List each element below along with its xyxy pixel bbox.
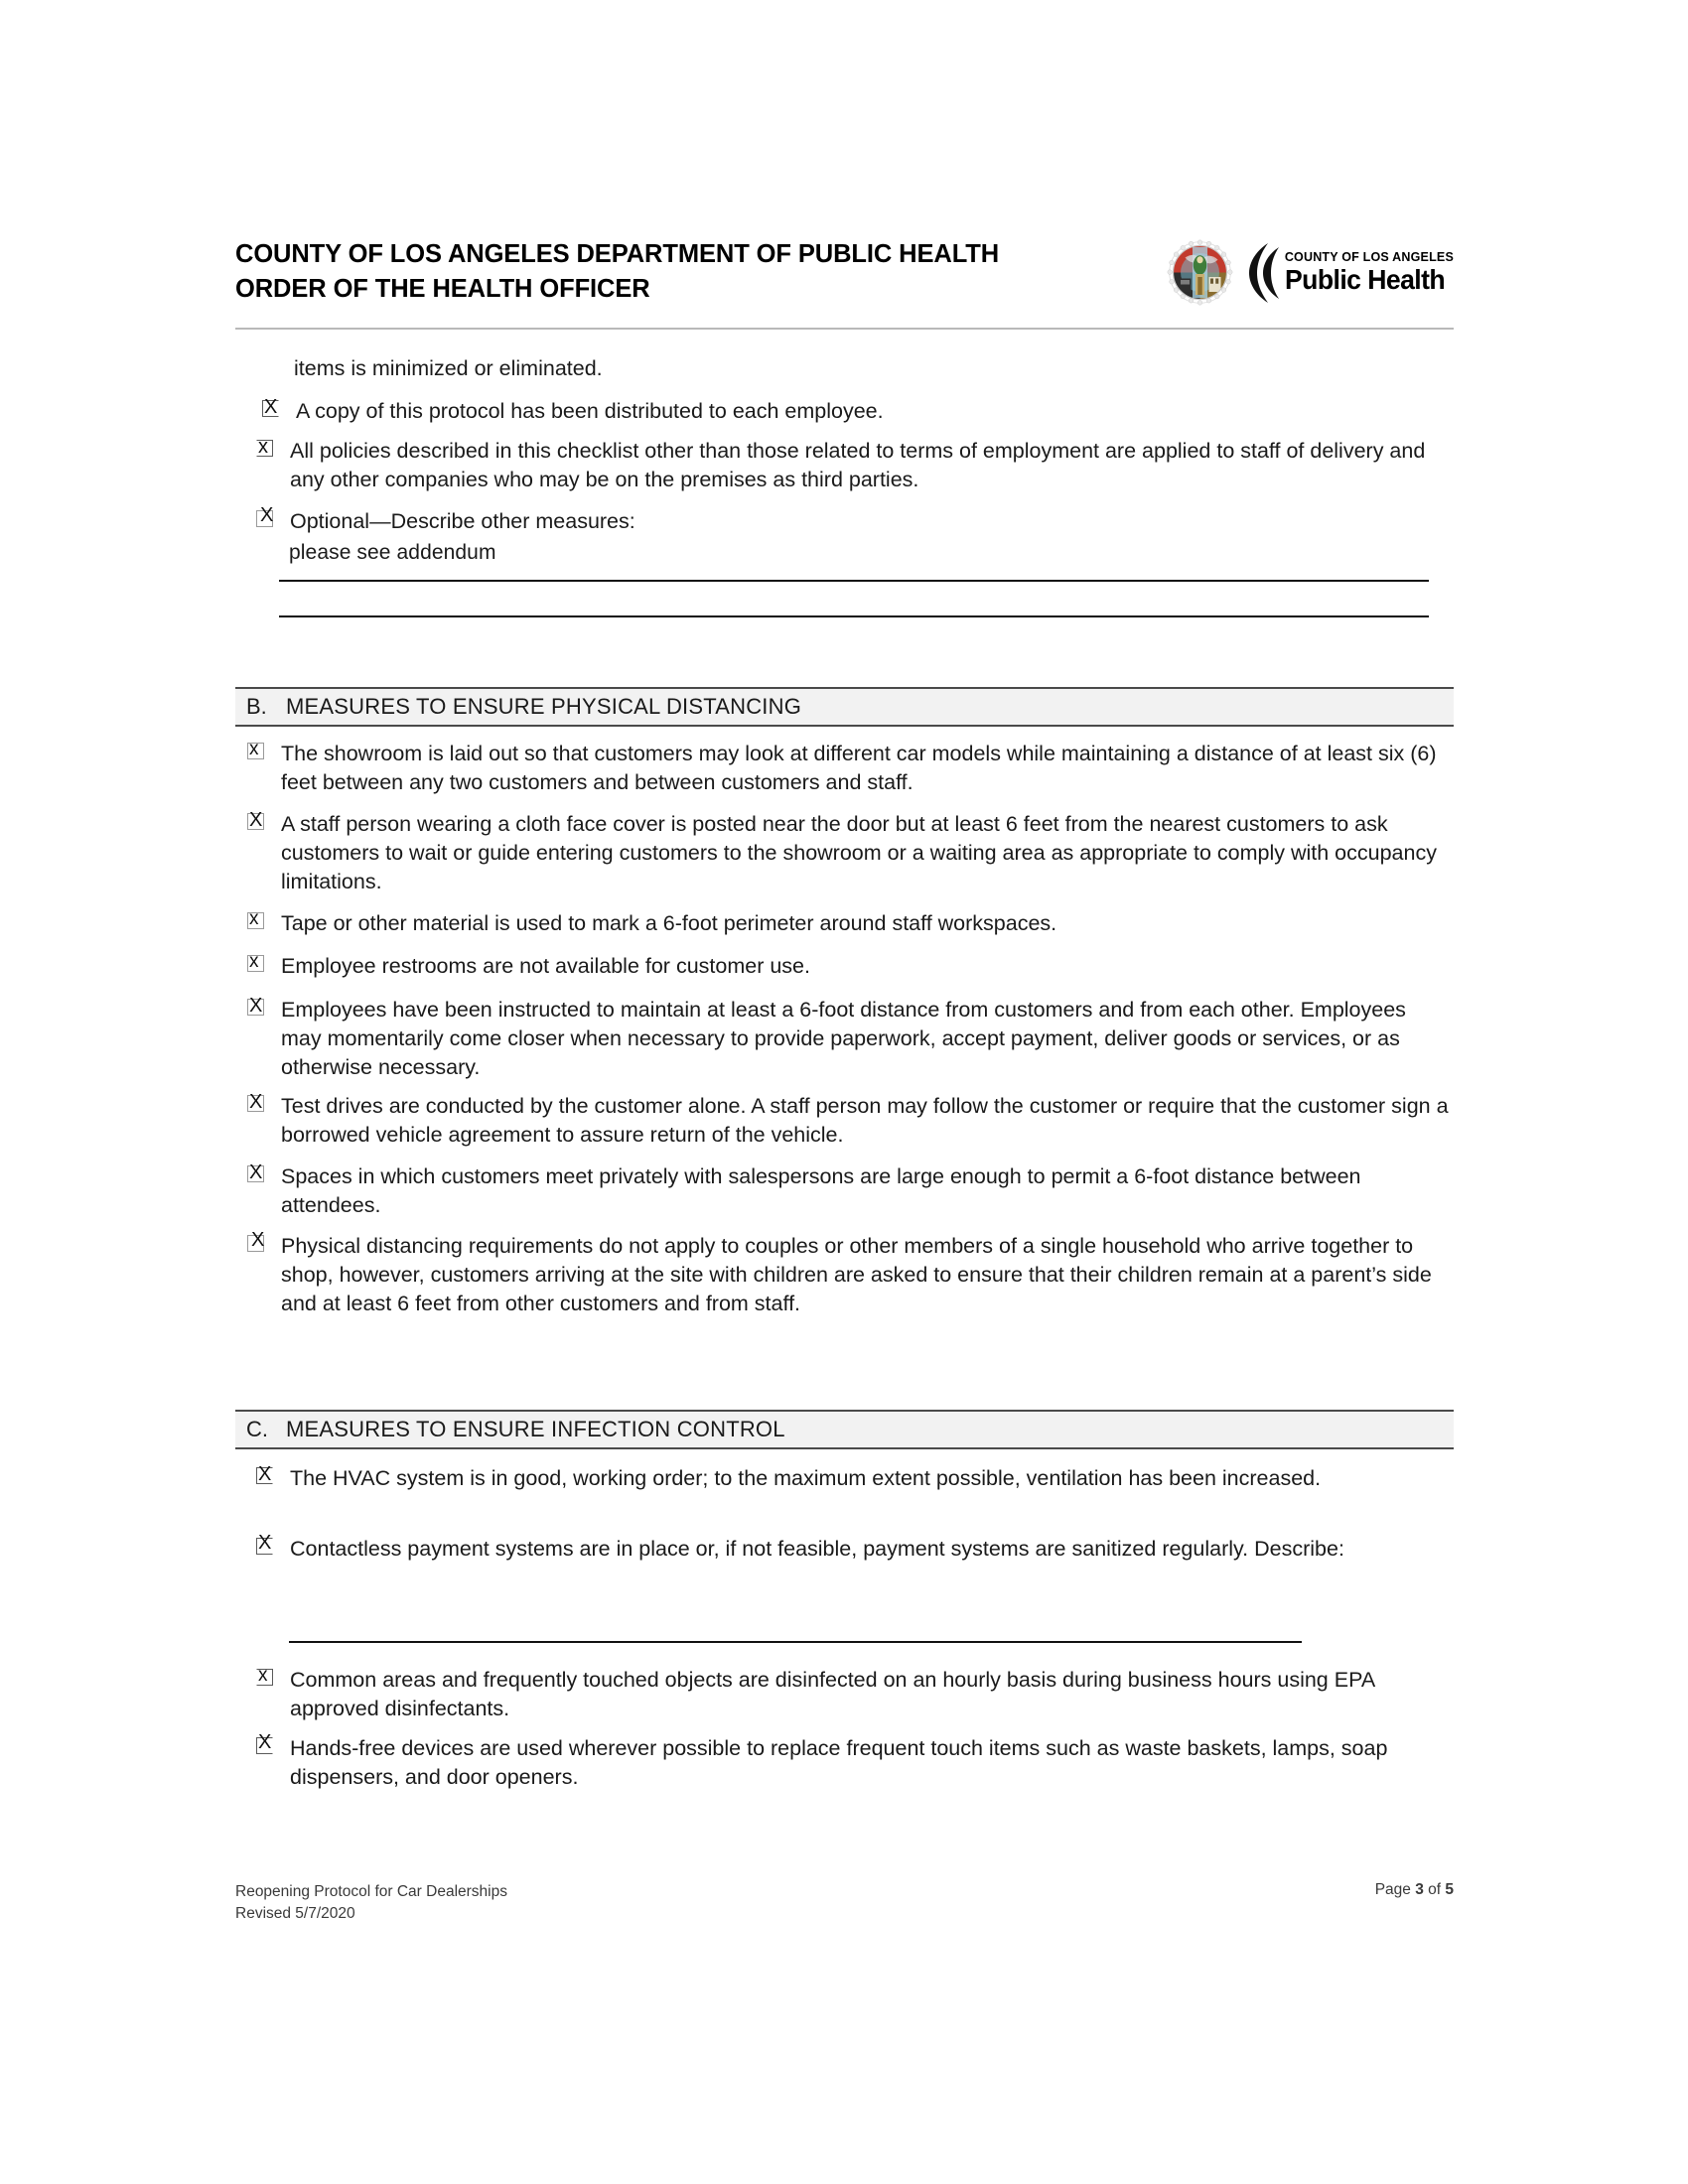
- checkbox-checked-icon[interactable]: X: [249, 1161, 263, 1183]
- public-health-logo: [1163, 233, 1454, 310]
- checkbox-cell[interactable]: [247, 1163, 281, 1185]
- checkbox-checked-icon[interactable]: X: [256, 508, 277, 530]
- checkbox-checked-icon[interactable]: x: [247, 741, 268, 762]
- checkbox-cell[interactable]: [247, 811, 281, 833]
- checklist-item-label: Tape or other material is used to mark a 6-foot perimeter around staff workspaces.: [281, 911, 1057, 935]
- checklist-item-label: A staff person wearing a cloth face cover is posted near the door but at least 6 feet from the nearest customers to ask customers to wait or guide entering customers to the showroom or a waiting area as appropriate to comply with occupancy limitations.: [281, 812, 1437, 893]
- section-letter: B.: [246, 694, 267, 719]
- checkbox-cell[interactable]: [256, 1731, 290, 1757]
- checklist-item[interactable]: [256, 504, 1448, 536]
- checkbox-checked-icon[interactable]: x: [247, 910, 268, 932]
- footer-title-line: Reopening Protocol for Car Dealerships: [235, 1883, 507, 1900]
- checklist-item-label: Spaces in which customers meet privately with salespersons are large enough to permit a 6-foot distance between attendees.: [281, 1164, 1361, 1217]
- checkbox-cell[interactable]: [247, 953, 281, 975]
- write-in-rule: [279, 615, 1429, 617]
- checklist-item[interactable]: [247, 1162, 1449, 1220]
- checklist-item-label: Employees have been instructed to maintain at least a 6-foot distance from customers and from each other. Employees may momentarily come closer when necessary to provide paperwork, accept payment, deliver goods or services, or as otherwise necessary.: [281, 998, 1406, 1079]
- checklist-item-label: Common areas and frequently touched objects are disinfected on an hourly basis during business hours using EPA approved disinfectants.: [290, 1668, 1374, 1720]
- checklist-item-label: The HVAC system is in good, working order; to the maximum extent possible, ventilation has been increased.: [290, 1466, 1322, 1490]
- checkbox-cell[interactable]: [256, 1532, 290, 1558]
- checkbox-checked-icon[interactable]: X: [258, 1731, 272, 1753]
- page-total: 5: [1445, 1881, 1454, 1898]
- checkbox-cell[interactable]: [256, 438, 290, 460]
- checklist-item[interactable]: [247, 740, 1449, 797]
- section-header-b: [235, 687, 1454, 727]
- page-current: 3: [1415, 1881, 1424, 1898]
- checklist-item[interactable]: [247, 909, 1449, 938]
- checkbox-checked-icon[interactable]: X: [247, 1233, 268, 1255]
- checklist-item-label: Contactless payment systems are in place or, if not feasible, payment systems are sanitized regularly. Describe:: [290, 1537, 1344, 1561]
- swoosh-icon: [1246, 242, 1280, 304]
- checklist-item-label: Hands-free devices are used wherever possible to replace frequent touch items such as waste baskets, lamps, soap dispensers, and door openers.: [290, 1736, 1388, 1789]
- header-divider: [235, 328, 1454, 330]
- checklist-item[interactable]: [247, 1092, 1449, 1150]
- section-header-c: [235, 1410, 1454, 1449]
- checkbox-cell[interactable]: [256, 504, 290, 530]
- section-title: MEASURES TO ENSURE PHYSICAL DISTANCING: [286, 694, 802, 719]
- checklist-item-label: All policies described in this checklist other than those related to terms of employment are applied to staff of delivery and any other companies who may be on the premises as third parties.: [290, 439, 1426, 491]
- checkbox-cell[interactable]: [247, 997, 281, 1019]
- checklist-item-label: Employee restrooms are not available for customer use.: [281, 954, 810, 978]
- order-title: ORDER OF THE HEALTH OFFICER: [235, 275, 650, 303]
- checklist-item[interactable]: [256, 1532, 1448, 1564]
- checkbox-cell[interactable]: [256, 1667, 290, 1689]
- checkbox-checked-icon[interactable]: x: [256, 438, 277, 460]
- checklist-item-label: Physical distancing requirements do not apply to couples or other members of a single household who arrive together to shop, however, customers arriving at the site with children are asked to ensure that their children remain at a parent’s side and at least 6 feet from other customers and from staff.: [281, 1234, 1432, 1315]
- checklist-item[interactable]: [247, 996, 1449, 1082]
- checkbox-cell[interactable]: [262, 398, 296, 420]
- checkbox-cell[interactable]: [247, 1229, 281, 1255]
- la-county-seal-icon: [1163, 235, 1237, 310]
- continued-text: items is minimized or eliminated.: [294, 356, 603, 380]
- checklist-item[interactable]: [256, 1731, 1448, 1792]
- checkbox-cell[interactable]: [256, 1465, 290, 1487]
- checklist-item[interactable]: [256, 1464, 1448, 1493]
- checkbox-checked-icon[interactable]: X: [264, 396, 278, 418]
- checklist-item-label: A copy of this protocol has been distributed to each employee.: [296, 399, 884, 423]
- public-health-wordmark: [1246, 242, 1454, 304]
- checkbox-checked-icon[interactable]: X: [258, 1532, 272, 1554]
- optional-measures-fill-in[interactable]: please see addendum: [289, 541, 496, 564]
- checklist-item[interactable]: [247, 952, 1449, 981]
- page-number: [1375, 1881, 1454, 1899]
- checklist-item-label: Optional—Describe other measures:: [290, 509, 635, 533]
- write-in-rule: [279, 580, 1429, 582]
- page-header: [235, 233, 1454, 310]
- footer-revision-line: Revised 5/7/2020: [235, 1905, 355, 1922]
- checkbox-checked-icon[interactable]: X: [249, 1091, 263, 1113]
- page-prefix: Page: [1374, 1881, 1416, 1898]
- checkbox-checked-icon[interactable]: X: [249, 809, 263, 831]
- checklist-item[interactable]: [247, 810, 1457, 896]
- checklist-item[interactable]: [247, 1229, 1449, 1318]
- section-letter: C.: [246, 1417, 268, 1441]
- checklist-item[interactable]: [256, 1666, 1448, 1723]
- checklist-item-label: The showroom is laid out so that customers may look at different car models while maintaining a distance of at least six (6) feet between any two customers and between customers and staff.: [281, 742, 1437, 794]
- checkbox-checked-icon[interactable]: x: [247, 953, 268, 975]
- checklist-item[interactable]: [256, 437, 1448, 494]
- page-middle: of: [1423, 1881, 1446, 1898]
- checkbox-cell[interactable]: [247, 741, 281, 762]
- logo-kicker: COUNTY OF LOS ANGELES: [1284, 250, 1454, 265]
- footer-document-title: [235, 1881, 507, 1925]
- describe-rule: [289, 1641, 1302, 1643]
- logo-wordmark: Public Health: [1284, 263, 1445, 295]
- section-title: MEASURES TO ENSURE INFECTION CONTROL: [286, 1417, 785, 1441]
- page-footer: [235, 1881, 1454, 1925]
- checkbox-checked-icon[interactable]: x: [256, 1667, 277, 1689]
- header-titles: [235, 233, 999, 307]
- checklist-item[interactable]: [262, 397, 1444, 426]
- checkbox-cell[interactable]: [247, 910, 281, 932]
- department-title: COUNTY OF LOS ANGELES DEPARTMENT OF PUBLIC HEALTH: [235, 240, 1000, 268]
- checkbox-checked-icon[interactable]: X: [258, 1463, 272, 1485]
- checkbox-checked-icon[interactable]: X: [249, 995, 263, 1017]
- checkbox-cell[interactable]: [247, 1093, 281, 1115]
- checklist-item-label: Test drives are conducted by the customer alone. A staff person may follow the customer or require that the customer sign a borrowed vehicle agreement to assure return of the vehicle.: [281, 1094, 1449, 1147]
